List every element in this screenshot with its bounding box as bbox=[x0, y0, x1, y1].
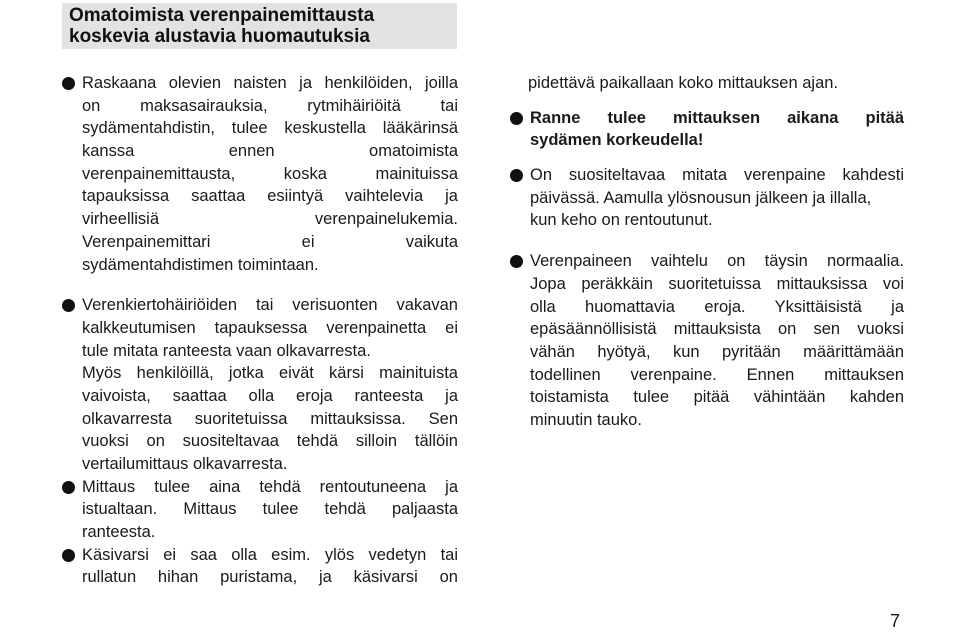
spacer bbox=[62, 276, 458, 294]
list-item bbox=[510, 107, 904, 152]
text-line bbox=[62, 95, 458, 118]
text-line bbox=[62, 362, 458, 385]
text-line bbox=[62, 185, 458, 208]
text-line bbox=[62, 476, 458, 499]
bullet-icon bbox=[62, 549, 75, 562]
line-text: Verenpaineen vaihtelu on täysin normaalia. bbox=[530, 252, 904, 271]
line-text: olla huomattavia eroja. Yksittäisistä ja bbox=[530, 297, 904, 316]
line-text: minuutin tauko. bbox=[530, 410, 642, 429]
spacer bbox=[510, 232, 904, 250]
line-text: sydämentahdistin, tulee keskustella lääkärinsä bbox=[82, 119, 458, 138]
line-text: kun keho on rentoutunut. bbox=[530, 211, 713, 230]
line-text: Mittaus tulee aina tehdä rentoutuneena ja bbox=[82, 477, 458, 496]
line-text: sydämentahdistimen toimintaan. bbox=[82, 255, 319, 274]
line-text: olkavarresta suoritetuissa mittauksissa. Sen bbox=[82, 409, 458, 428]
line-text: ranteesta. bbox=[82, 523, 156, 542]
line-text: Verenkiertohäiriöiden tai verisuonten vakavan bbox=[82, 296, 458, 315]
text-line bbox=[62, 140, 458, 163]
text-line bbox=[62, 117, 458, 140]
bullet-icon bbox=[62, 299, 75, 312]
line-text: toistamista tulee pitää vähintään kahden bbox=[530, 388, 904, 407]
line-text: tule mitata ranteesta vaan olkavarresta. bbox=[82, 341, 371, 360]
bullet-icon bbox=[510, 255, 523, 268]
text-line bbox=[510, 364, 904, 387]
text-line bbox=[510, 164, 904, 187]
text-line bbox=[510, 296, 904, 319]
list-item bbox=[510, 250, 904, 432]
text-line bbox=[62, 163, 458, 186]
page-number: 7 bbox=[890, 611, 901, 631]
line-text: virheellisiä verenpainelukemia. bbox=[82, 210, 458, 229]
text-line bbox=[510, 72, 904, 95]
line-text: sydämen korkeudella! bbox=[530, 131, 704, 150]
text-line bbox=[62, 231, 458, 254]
list-item bbox=[62, 72, 458, 276]
bullet-icon bbox=[62, 481, 75, 494]
list-item bbox=[510, 164, 904, 232]
continued-paragraph bbox=[510, 72, 904, 95]
section-header bbox=[62, 3, 457, 49]
bullet-icon bbox=[62, 77, 75, 90]
line-text: rullatun hihan puristama, ja käsivarsi on bbox=[82, 568, 458, 587]
text-line bbox=[62, 340, 458, 363]
line-text: on maksasairauksia, rytmihäiriöitä tai bbox=[82, 96, 458, 115]
section-title-line-2: koskevia alustavia huomautuksia bbox=[69, 26, 370, 47]
text-line bbox=[510, 318, 904, 341]
line-text: kanssa ennen omatoimista bbox=[82, 142, 458, 161]
line-text: Käsivarsi ei saa olla esim. ylös vedetyn tai bbox=[82, 545, 458, 564]
text-line bbox=[510, 386, 904, 409]
text-line bbox=[510, 187, 904, 210]
line-text: vertailumittaus olkavarresta. bbox=[82, 455, 288, 473]
line-text: vaivoista, saattaa olla eroja ranteesta ja bbox=[82, 386, 458, 405]
line-text: vuoksi on suositeltavaa tehdä silloin tällöin bbox=[82, 432, 458, 451]
text-line bbox=[62, 430, 458, 453]
line-text: päivässä. Aamulla ylösnousun jälkeen ja illalla, bbox=[530, 188, 872, 207]
section-title-line-1: Omatoimista verenpainemittausta bbox=[69, 5, 375, 26]
text-line bbox=[510, 129, 904, 152]
text-line bbox=[62, 453, 458, 476]
list-item bbox=[62, 476, 458, 544]
text-line bbox=[62, 254, 458, 277]
text-line bbox=[62, 521, 458, 544]
text-line bbox=[510, 250, 904, 273]
text-line bbox=[62, 544, 458, 567]
spacer bbox=[510, 95, 904, 107]
text-line bbox=[62, 566, 458, 589]
line-text: Raskaana olevien naisten ja henkilöiden, joilla bbox=[82, 74, 458, 92]
text-line bbox=[510, 409, 904, 432]
bullet-icon bbox=[510, 112, 523, 125]
line-text: Myös henkilöillä, jotka eivät kärsi mainituista bbox=[82, 364, 458, 383]
text-line bbox=[62, 294, 458, 317]
line-text: pidettävä paikallaan koko mittauksen ajan. bbox=[528, 74, 839, 92]
text-line bbox=[510, 209, 904, 232]
list-item bbox=[62, 544, 458, 589]
text-line bbox=[510, 107, 904, 130]
line-text: epäsäännöllisistä mittauksista on sen vuoksi bbox=[530, 320, 904, 339]
line-text: Verenpainemittari ei vaikuta bbox=[82, 232, 458, 251]
line-text: kalkkeutumisen tapauksessa verenpainetta ei bbox=[82, 318, 458, 337]
right-column bbox=[510, 72, 904, 432]
line-text: Jopa peräkkäin suoritetuissa mittauksissa voi bbox=[530, 274, 904, 293]
line-text: tapauksissa saattaa esiintyä vaihtelevia ja bbox=[82, 187, 458, 206]
text-line bbox=[62, 408, 458, 431]
line-text: Ranne tulee mittauksen aikana pitää bbox=[530, 108, 904, 127]
text-line bbox=[62, 208, 458, 231]
text-line bbox=[62, 72, 458, 95]
line-text: vähän hyötyä, kun pyritään määrittämään bbox=[530, 342, 904, 361]
line-text: istualtaan. Mittaus tulee tehdä paljaasta bbox=[82, 500, 458, 519]
list-item bbox=[62, 294, 458, 476]
text-line bbox=[62, 498, 458, 521]
bullet-icon bbox=[510, 169, 523, 182]
left-column bbox=[62, 72, 458, 589]
line-text: verenpainemittausta, koska mainituissa bbox=[82, 164, 458, 183]
spacer bbox=[510, 152, 904, 164]
line-text: On suositeltavaa mitata verenpaine kahdesti bbox=[530, 166, 904, 185]
text-line bbox=[510, 341, 904, 364]
text-line bbox=[510, 273, 904, 296]
line-text: todellinen verenpaine. Ennen mittauksen bbox=[530, 365, 904, 384]
text-line bbox=[62, 385, 458, 408]
text-line bbox=[62, 317, 458, 340]
